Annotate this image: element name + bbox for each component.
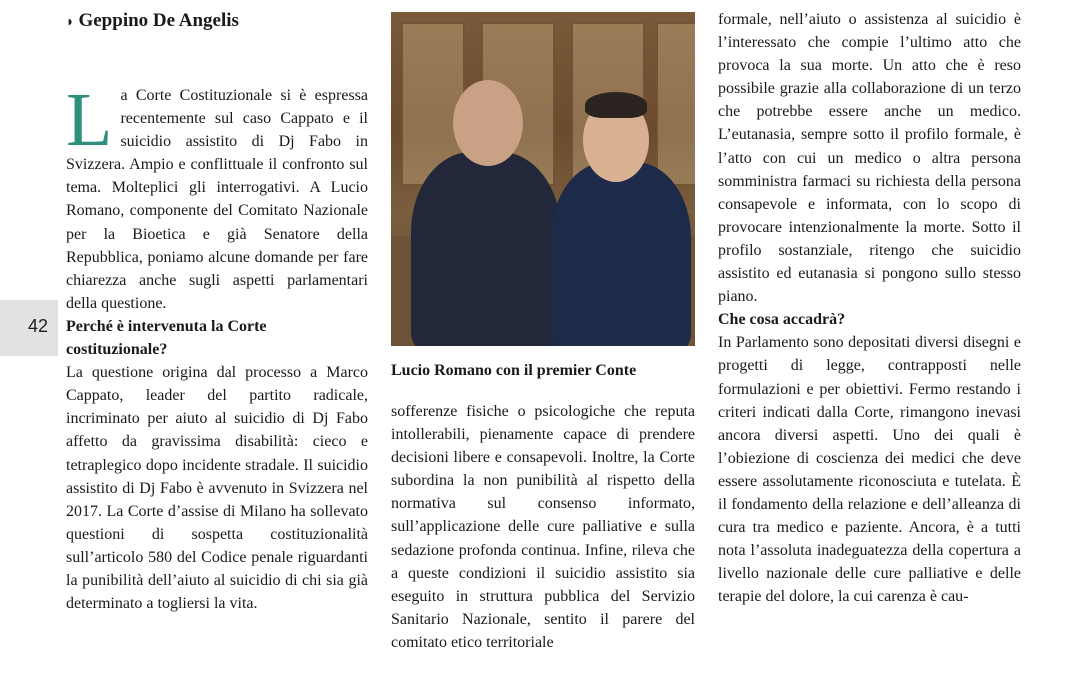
- column-3: [718, 8, 1021, 608]
- intro-text: a Corte Costituzionale si è espressa recentemente sul caso Cappato e il suicidio assistito di Dj Fabo in Svizzera. Ampio e conflittuale il confronto sul tema. Molteplici gli interrogativi. A Lucio Romano, componente del Comitato Nazionale per la Bioetica e già Senatore della Repubblica, poniamo alcune domande per fare chiarezza anche sugli aspetti parlamentari della questione.: [66, 87, 368, 312]
- author-byline: [66, 8, 368, 36]
- answer-1-part-1: La questione origina dal processo a Marco Cappato, leader del partito radicale, incriminato per aiuto al suicidio di Dj Fabo affetto da gravissima disabilità: cieco e tetraplegico dopo incidente stradale. Il suicidio assistito di Dj Fabo è avvenuto in Svizzera nel 2017. La Corte d’assise di Milano ha sollevato questioni di sospetta costituzionalità sull’articolo 580 del Codice penale riguardanti la punibilità dell’aiuto al suicidio di chi sia già determinato a togliersi la vita.: [66, 364, 368, 613]
- bullet-icon: ◗: [66, 15, 75, 30]
- question-1: Perché è intervenuta la Corte costituzionale?: [66, 317, 267, 359]
- column-1: [66, 8, 368, 615]
- answer-2: In Parlamento sono depositati diversi disegni e progetti di legge, contrapposti nelle formulazioni e per obiettivi. Fermo restando i criteri indicati dalla Corte, rimangono inevasi ancora diversi aspetti. Uno dei quali è l’obiezione di coscienza dei medici che deve essere assolutamente riconosciuta e tutelata. È il fondamento della relazione e dell’alleanza di cura tra medico e paziente. Ancora, è a tutti nota l’assoluta inadeguatezza della copertura a livello nazionale delle cure palliative e delle terapie del dolore, la cui carenza è cau-: [718, 334, 1021, 606]
- intro-paragraph: [66, 78, 368, 315]
- question-2: Che cosa accadrà?: [718, 311, 846, 329]
- photo-caption: Lucio Romano con il premier Conte: [391, 362, 637, 379]
- column-2: [391, 8, 695, 654]
- photo-romano-conte: [391, 12, 695, 346]
- answer-1-part-3: formale, nell’aiuto o assistenza al suicidio è l’interessato che compie l’ultimo atto che provoca la sua morte. Un atto che è reso possibile grazie alla collaborazione di un terzo che potrebbe essere anche un medico. L’eutanasia, sempre sotto il profilo formale, è l’atto con cui un medico o altra persona somministra farmaci su richiesta della persona consapevole e informata, con lo scopo di provocare intenzionalmente la morte. Sotto il profilo sostanziale, ritengo che suicidio assistito ed eutanasia si pongono sullo stesso piano.: [718, 11, 1021, 306]
- page-number: 42: [28, 316, 49, 336]
- answer-1-part-2: sofferenze fisiche o psicologiche che reputa intollerabili, pienamente capace di prendere decisioni libere e consapevoli. Inoltre, la Corte subordina la non punibilità al rispetto della normativa sul consenso informato, sull’applicazione delle cure palliative e sulla sedazione profonda continua. Infine, rileva che a queste condizioni il suicidio assistito sia eseguito in struttura pubblica del Servizio Sanitario Nazionale, sentito il parere del comitato etico territoriale: [391, 403, 695, 651]
- author-name: Geppino De Angelis: [78, 10, 239, 31]
- drop-cap: L: [66, 78, 113, 162]
